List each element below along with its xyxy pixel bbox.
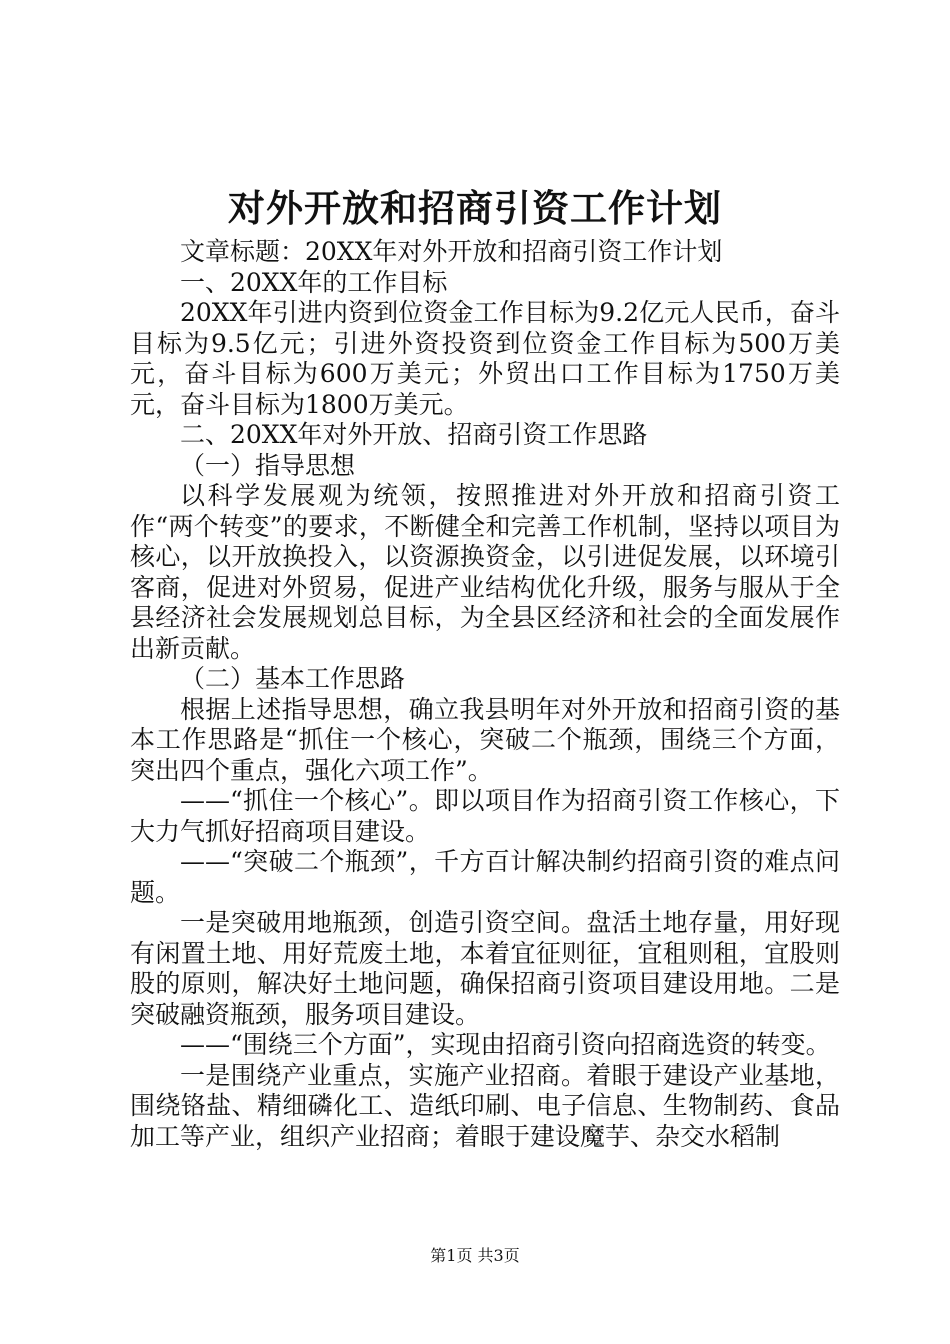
article-title-line: 文章标题：20XX年对外开放和招商引资工作计划: [180, 237, 723, 266]
paragraph-guiding-ideology: 以科学发展观为统领，按照推进对外开放和招商引资工作“两个转变”的要求，不断健全和完善工作机制，坚持以项目为核心，以开放换投入，以资源换资金，以引进促发展，以环境引客商，促进对外贸易，促进产业结构优化升级，服务与服从于全县经济社会发展规划总目标，为全县区经济和社会的全面发展作出新贡献。: [130, 481, 840, 663]
subsection-heading-basic-approach: （二）基本工作思路: [180, 664, 406, 693]
paragraph-industry-investment: 一是围绕产业重点，实施产业招商。着眼于建设产业基地，围绕铬盐、精细磷化工、造纸印刷、电子信息、生物制药、食品加工等产业，组织产业招商；着眼于建设魔芋、杂交水稻制: [130, 1060, 840, 1151]
page-footer: 第1页 共3页: [430, 1246, 520, 1265]
paragraph-basic-approach: 根据上述指导思想，确立我县明年对外开放和招商引资的基本工作思路是“抓住一个核心，突破二个瓶颈，围绕三个方面，突出四个重点，强化六项工作”。: [130, 694, 840, 785]
document-body: [130, 237, 840, 1152]
section-heading-2: 二、20XX年对外开放、招商引资工作思路: [180, 420, 648, 449]
paragraph-goals: 20XX年引进内资到位资金工作目标为9.2亿元人民币，奋斗目标为9.5亿元；引进外资投资到位资金工作目标为500万美元，奋斗目标为600万美元；外贸出口工作目标为1750万美元，奋斗目标为1800万美元。: [130, 298, 840, 419]
document-title: 对外开放和招商引资工作计划: [228, 186, 722, 230]
paragraph-land-financing: 一是突破用地瓶颈，创造引资空间。盘活土地存量，用好现有闲置土地、用好荒废土地，本着宜征则征，宜租则租，宜股则股的原则，解决好土地问题，确保招商引资项目建设用地。二是突破融资瓶颈，服务项目建设。: [130, 908, 840, 1029]
paragraph-two-bottlenecks: ——“突破二个瓶颈”，千方百计解决制约招商引资的难点问题。: [130, 847, 840, 907]
section-heading-1: 一、20XX年的工作目标: [180, 267, 448, 297]
paragraph-three-aspects: ——“围绕三个方面”，实现由招商引资向招商选资的转变。: [180, 1030, 831, 1059]
subsection-heading-guiding-ideology: （一）指导思想: [180, 450, 356, 480]
paragraph-one-core: ——“抓住一个核心”。即以项目作为招商引资工作核心，下大力气抓好招商项目建设。: [130, 786, 840, 846]
